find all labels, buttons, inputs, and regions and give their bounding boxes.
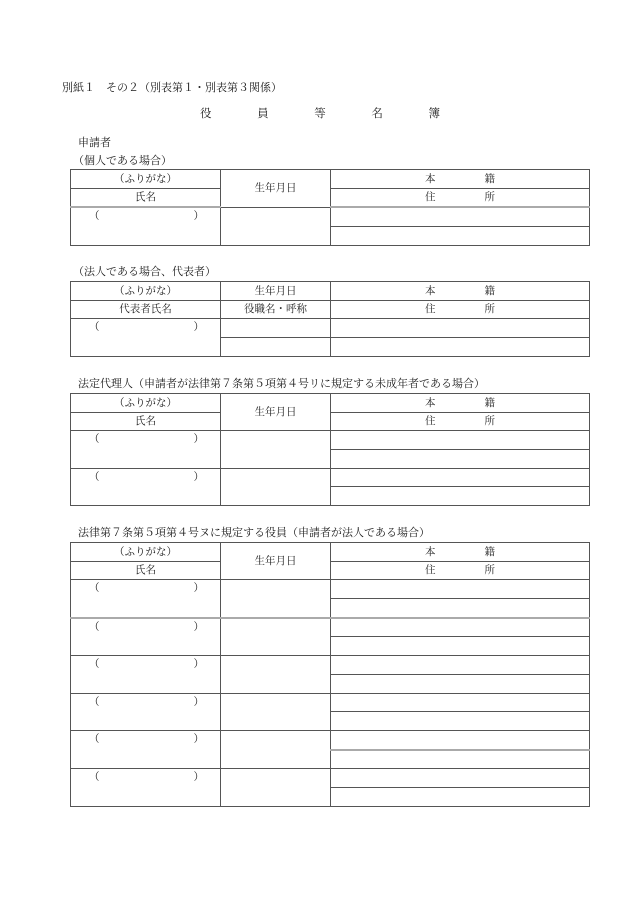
address-char: 住 (425, 303, 436, 316)
birthdate-input-cell[interactable] (221, 207, 331, 245)
paren-open: （ (89, 470, 100, 483)
birthdate-input-cell[interactable] (221, 468, 331, 505)
paren-close: ） (193, 470, 204, 483)
name-input-cell[interactable] (71, 431, 221, 468)
honseki-char: 本 (425, 172, 436, 185)
birthdate-header: 生年月日 (221, 282, 331, 301)
paren-open: （ (89, 695, 100, 708)
name-input-cell[interactable] (71, 656, 221, 693)
honseki-input-cell[interactable] (331, 319, 590, 338)
page-title (200, 108, 440, 120)
furigana-header: （ふりがな） (71, 543, 221, 562)
table-row (71, 580, 590, 599)
legal-representative-table (70, 393, 590, 506)
table-row (71, 468, 590, 487)
paren-open: （ (89, 732, 100, 745)
name-header: 氏名 (71, 412, 221, 431)
birthdate-input-cell[interactable] (221, 730, 331, 768)
corporate-table (70, 281, 590, 357)
name-header: 氏名 (71, 561, 221, 580)
address-input-cell[interactable] (331, 787, 590, 806)
birthdate-input-cell[interactable] (221, 693, 331, 730)
table-row (71, 730, 590, 749)
paren-open: （ (89, 771, 100, 784)
address-input-cell[interactable] (331, 637, 590, 656)
furigana-header: （ふりがな） (71, 170, 221, 189)
individual-table (70, 169, 590, 246)
individual-section-label: （個人である場合） (73, 154, 172, 167)
paren-close: ） (193, 695, 204, 708)
name-input-cell[interactable] (71, 693, 221, 730)
honseki-input-cell[interactable] (331, 431, 590, 450)
name-input-cell[interactable] (71, 207, 221, 245)
address-input-cell[interactable] (331, 750, 590, 769)
paren-close: ） (193, 771, 204, 784)
birthdate-header: 生年月日 (221, 394, 331, 431)
officers-table (70, 542, 590, 807)
name-input-cell[interactable] (71, 580, 221, 618)
birthdate-input-cell[interactable] (221, 431, 331, 468)
honseki-input-cell[interactable] (331, 468, 590, 487)
paren-open: （ (89, 620, 100, 633)
name-input-cell[interactable] (71, 618, 221, 656)
paren-open: （ (89, 433, 100, 446)
name-header: 氏名 (71, 188, 221, 207)
paren-close: ） (193, 433, 204, 446)
table-row (71, 656, 590, 675)
table-row (71, 693, 590, 712)
address-header (331, 188, 590, 207)
birthdate-header: 生年月日 (221, 543, 331, 580)
table-row (71, 769, 590, 788)
title-char: 員 (257, 106, 269, 120)
address-char: 住 (425, 191, 436, 204)
address-input-cell[interactable] (331, 599, 590, 618)
paren-open: （ (89, 321, 100, 334)
corporate-section-label: （法人である場合、代表者） (73, 265, 216, 278)
honseki-char: 籍 (484, 545, 495, 558)
address-input-cell[interactable] (331, 674, 590, 693)
address-char: 住 (425, 415, 436, 428)
address-input-cell[interactable] (331, 338, 590, 357)
address-input-cell[interactable] (331, 450, 590, 469)
table-row (71, 431, 590, 450)
paren-close: ） (193, 210, 204, 223)
address-char: 所 (484, 303, 495, 316)
address-header (331, 300, 590, 319)
table-row (71, 207, 590, 226)
honseki-header (331, 543, 590, 562)
honseki-input-cell[interactable] (331, 693, 590, 712)
honseki-char: 本 (425, 396, 436, 409)
birthdate-input-cell[interactable] (221, 769, 331, 806)
honseki-input-cell[interactable] (331, 730, 590, 749)
birthdate-input-cell[interactable] (221, 656, 331, 693)
position-input-cell[interactable] (221, 338, 331, 357)
name-input-cell[interactable] (71, 468, 221, 505)
honseki-char: 本 (425, 545, 436, 558)
honseki-header (331, 170, 590, 189)
applicant-label: 申請者 (78, 136, 111, 149)
table-row (71, 618, 590, 637)
birthdate-input-cell[interactable] (221, 618, 331, 656)
honseki-header (331, 394, 590, 413)
title-char: 役 (200, 106, 212, 120)
address-header (331, 561, 590, 580)
table-row (71, 319, 590, 338)
birthdate-input-cell[interactable] (221, 580, 331, 618)
paren-open: （ (89, 210, 100, 223)
furigana-header: （ふりがな） (71, 282, 221, 301)
honseki-char: 籍 (484, 396, 495, 409)
title-char: 名 (371, 106, 383, 120)
paren-close: ） (193, 582, 204, 595)
position-header: 役職名・呼称 (221, 300, 331, 319)
paren-open: （ (89, 658, 100, 671)
document-header: 別紙１ その２（別表第１・別表第３関係） (62, 81, 282, 94)
paren-close: ） (193, 732, 204, 745)
honseki-input-cell[interactable] (331, 207, 590, 226)
paren-open: （ (89, 582, 100, 595)
title-char: 等 (314, 106, 326, 120)
paren-close: ） (193, 658, 204, 671)
address-header (331, 412, 590, 431)
address-char: 所 (484, 191, 495, 204)
honseki-char: 本 (425, 284, 436, 297)
address-char: 所 (484, 415, 495, 428)
address-input-cell[interactable] (331, 487, 590, 506)
honseki-header (331, 282, 590, 301)
birthdate-header: 生年月日 (221, 170, 331, 208)
honseki-input-cell[interactable] (331, 580, 590, 599)
officers-label: 法律第７条第５項第４号ヌに規定する役員（申請者が法人である場合） (78, 526, 430, 539)
honseki-char: 籍 (484, 284, 495, 297)
name-input-cell[interactable] (71, 769, 221, 806)
title-char: 簿 (428, 106, 440, 120)
honseki-input-cell[interactable] (331, 618, 590, 637)
name-input-cell[interactable] (71, 319, 221, 356)
paren-close: ） (193, 321, 204, 334)
address-char: 住 (425, 564, 436, 577)
birthdate-input-cell[interactable] (221, 319, 331, 338)
furigana-header: （ふりがな） (71, 394, 221, 413)
representative-name-header: 代表者氏名 (71, 300, 221, 319)
honseki-input-cell[interactable] (331, 769, 590, 788)
honseki-char: 籍 (484, 172, 495, 185)
address-input-cell[interactable] (331, 712, 590, 731)
name-input-cell[interactable] (71, 730, 221, 768)
paren-close: ） (193, 620, 204, 633)
address-char: 所 (484, 564, 495, 577)
legal-representative-label: 法定代理人（申請者が法律第７条第５項第４号リに規定する未成年者である場合） (78, 377, 485, 390)
honseki-input-cell[interactable] (331, 656, 590, 675)
address-input-cell[interactable] (331, 227, 590, 246)
